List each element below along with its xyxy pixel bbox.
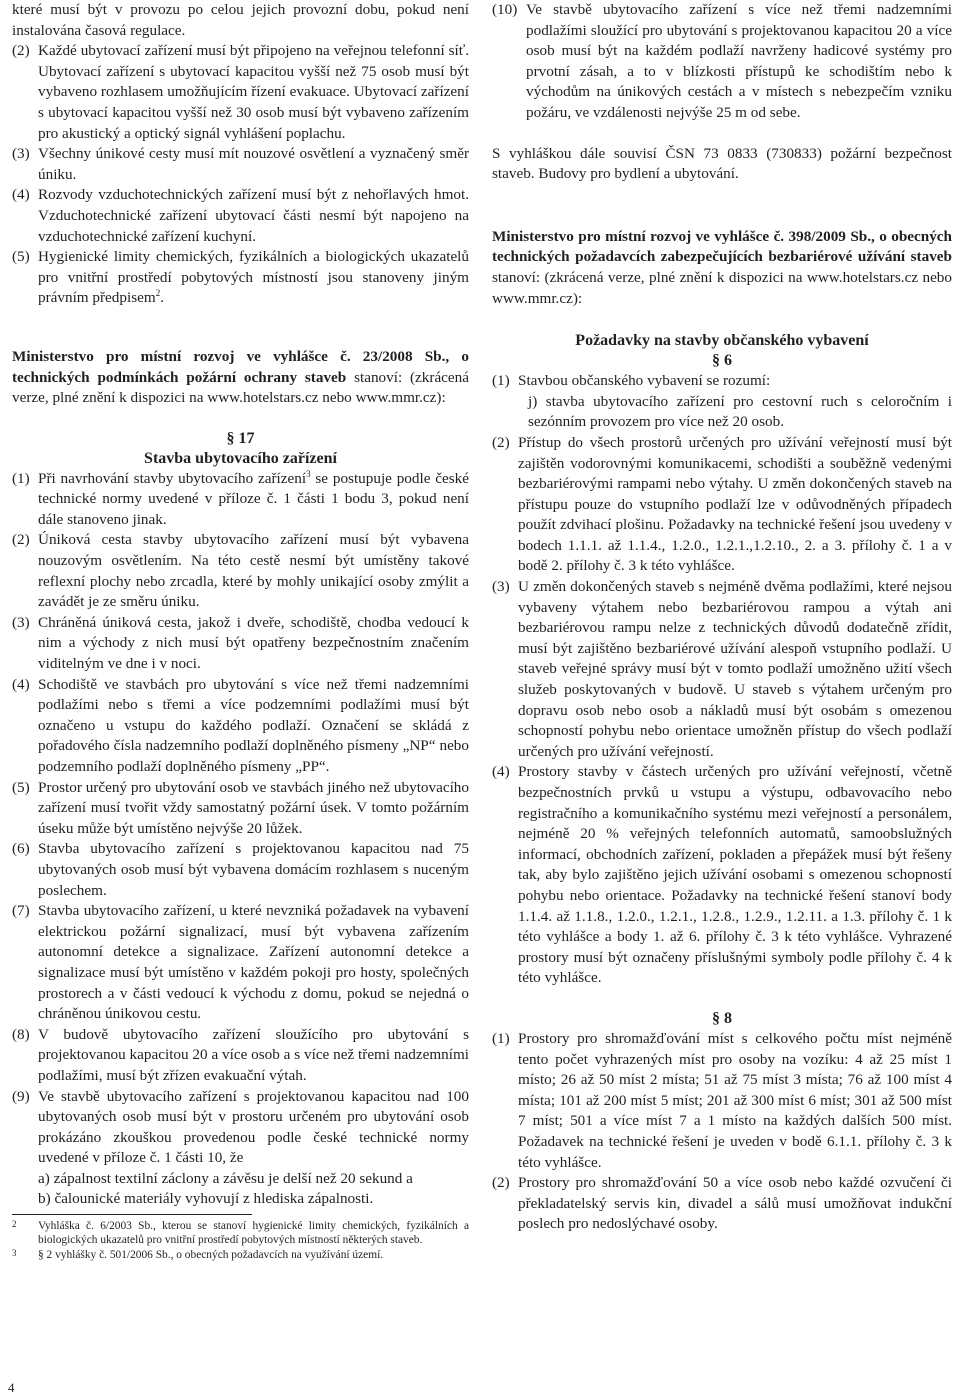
item-number: (6) xyxy=(12,840,30,858)
list-item xyxy=(12,185,469,247)
list-item xyxy=(12,144,469,185)
ministry-title: Ministerstvo pro místní rozvoj ve vyhlášce č. 398/2009 Sb., o obecných technických požadavcích zabezpečujících bezbariérové užívání staveb xyxy=(492,227,952,266)
footnote-text: Vyhláška č. 6/2003 Sb., kterou se stanoví hygienické limity chemických, fyzikálních a biologických ukazatelů pro vnitřní prostředí pobytových místností některých staveb. xyxy=(38,1220,469,1247)
list-item xyxy=(12,530,469,612)
footnote-text: § 2 vyhlášky č. 501/2006 Sb., o obecných požadavcích na využívání území. xyxy=(38,1248,384,1261)
right-column xyxy=(492,0,952,1235)
item-text: Při navrhování stavby ubytovacího zařízení xyxy=(38,469,307,487)
item-tail: . xyxy=(160,289,164,307)
item-number: (5) xyxy=(12,248,30,266)
list-item xyxy=(12,469,469,531)
section-number: § 17 xyxy=(226,429,255,447)
list-item xyxy=(492,762,952,989)
sub-item: a) zápalnost textilní záclony a závěsu je delší než 20 sekund a xyxy=(38,1169,413,1187)
list-item xyxy=(12,901,469,1025)
left-column xyxy=(12,0,469,1262)
item-text: V budově ubytovacího zařízení sloužícího pro ubytování s projektovanou kapacitou 20 a více osob a s více než třemi nadzemními podlažími, musí být zřízen evakuační výtah. xyxy=(38,1025,469,1084)
ministry-intro xyxy=(12,347,469,409)
item-tail: se postupuje podle české technické normy uvedené v příloze č. 1 části 1 bodu 3, pokud není dále stanoveno jinak. xyxy=(38,469,469,528)
list-item xyxy=(12,1025,469,1087)
item-text: Stavba ubytovacího zařízení s projektovanou kapacitou nad 75 ubytovaných osob musí být vybavena domácím rozhlasem s nuceným poslechem. xyxy=(38,840,469,899)
item-number: (2) xyxy=(492,433,510,451)
item-number: (9) xyxy=(12,1087,30,1105)
item-number: (10) xyxy=(492,1,518,18)
list-item xyxy=(12,778,469,840)
item-number: (4) xyxy=(492,763,510,781)
ministry-intro xyxy=(492,227,952,309)
list-item xyxy=(12,613,469,675)
csn-note: S vyhláškou dále souvisí ČSN 73 0833 (730833) požární bezpečnost staveb. Budovy pro bydlení a ubytování. xyxy=(492,144,952,183)
item-number: (8) xyxy=(12,1025,30,1043)
footnote-number: 3 xyxy=(12,1247,17,1258)
item-text: Stavba ubytovacího zařízení, u které nevzniká požadavek na vybavení elektrickou požární signalizací, musí být vybavena zařízením autonomní detekce a signalizace. Zařízení autonomní detekce a signalizace musí být umístěno v každém pokoji pro hosty, společných prostorech a v části vedoucí k východu z domu, pokud se nejedná o chráněnou únikovou cestu. xyxy=(38,902,469,1023)
item-text: Schodiště ve stavbách pro ubytování s více než třemi nadzemními podlažími nebo s třemi a více podzemními podlažími musí být označeno u vstupu do každého podlaží. Označení se skládá z pořadového čísla nadzemního podlaží doplněného písmeny „NP“ nebo podzemního podlaží doplněného písmeny „PP“. xyxy=(38,675,469,775)
footnote xyxy=(12,1248,469,1262)
section-title: Stavba ubytovacího zařízení xyxy=(144,449,337,467)
item-text-with-footnote xyxy=(38,247,469,309)
list-item xyxy=(492,1173,952,1235)
list-item xyxy=(492,1029,952,1173)
sub-item: b) čalounické materiály vyhovují z hlediska zápalnosti. xyxy=(38,1190,374,1208)
paragraph-text: které musí být v provozu po celou jejich provozní dobu, pokud není instalována časová regulace. xyxy=(12,1,469,39)
item-number: (4) xyxy=(12,186,30,204)
footnote xyxy=(12,1219,469,1248)
item-number: (1) xyxy=(492,372,510,390)
list-item xyxy=(12,675,469,778)
item-number: (3) xyxy=(12,613,30,631)
list-item xyxy=(12,1087,469,1169)
item-text: Prostory stavby v částech určených pro užívání veřejností, včetně bezpečnostních prvků u vstupu a výstupu, odbavovacího nebo registračního a komunikačního systému mezi veřejností a personálem, nejméně 20 % veřejných telefonních automatů, samoobslužných informací, obchodních zařízení, pokladen a přepážek musí být řešeny tak, aby bylo zajištěno jejich užívání osobami s omezenou schopností pohybu nebo orientace. Požadavky na technické řešení stanoví body 1.1.4. až 1.1.8., 1.2.0., 1.2.1., 1.2.8., 1.2.9., 1.2.11. a 1.3. přílohy č. 1 k této vyhlášce a body 1. až 6. přílohy č. 3 k této vyhlášce. Vyhrazené prostory musí být označeny příslušnými symboly podle přílohy č. 4 k této vyhlášce. xyxy=(518,763,952,987)
item-number: (4) xyxy=(12,675,30,693)
item-text: U změn dokončených staveb s nejméně dvěma podlažími, které nejsou vybaveny výtahem nebo bezbariérovou rampou a výtah ani bezbariérovou rampu nelze z technických důvodů dodatečně zřídit, musí být zajištěno bezbariérové užívání alespoň vstupního podlaží. U staveb veřejné správy musí být v tomto podlaží umožněno užití všech služeb poskytovaných v budově. U staveb s výtahem určeným pro dopravu osob nebo osob a nákladů musí být osobám s omezenou schopností pohybu nebo orientace umožněn přístup do všech podlaží určených pro užívání veřejností. xyxy=(518,578,952,760)
item-number: (3) xyxy=(492,578,510,596)
item-text: Prostor určený pro ubytování osob ve stavbách jiného než ubytovacího zařízení musí tvořit vždy samostatný požární úsek. V tomto požárním úseku může být umístěno nejvýše 20 lůžek. xyxy=(38,778,469,837)
section-number: § 8 xyxy=(712,1009,732,1027)
footnote-ref[interactable]: 2 xyxy=(155,288,161,299)
item-number: (3) xyxy=(12,145,30,163)
list-item xyxy=(492,371,952,392)
ministry-note: stanoví: (zkrácená verze, plné znění k dispozici na www.hotelstars.cz nebo www.mmr.cz): xyxy=(492,268,952,307)
section-number: § 6 xyxy=(712,352,732,370)
item-text: Rozvody vzduchotechnických zařízení musí být z nehořlavých hmot. Vzduchotechnické zařízení ubytovací části nesmí být napojeno na vzduchotechnické zařízení kuchyní. xyxy=(38,186,469,245)
list-item xyxy=(12,247,469,309)
list-item xyxy=(492,0,952,124)
item-number: (1) xyxy=(492,1029,510,1047)
item-number: (7) xyxy=(12,902,30,920)
item-text: Ve stavbě ubytovacího zařízení s více než třemi nadzemními podlažími sloužící pro ubytování s projektovanou kapacitou 20 a více osob musí být na každém podlaží navrženy hadicové systémy pro prvotní zásah, a to v blízkosti přístupů ke schodištím nebo k východům na únikových cestách a v místech s nebezpečím vzniku požáru, ve vzdálenosti nejvýše 25 m od sebe. xyxy=(526,1,952,121)
item-number: (2) xyxy=(12,531,30,549)
item-text: Všechny únikové cesty musí mít nouzové osvětlení a vyznačený směr úniku. xyxy=(38,145,469,183)
footnote-number: 2 xyxy=(12,1219,17,1230)
section-heading: Požadavky na stavby občanského vybavení xyxy=(575,332,869,350)
item-text: Hygienické limity chemických, fyzikálních a biologických ukazatelů pro vnitřní prostředí pobytových místností jsou stanoveny jiným právním předpisem xyxy=(38,248,469,307)
ministry-note: stanoví: (zkrácená verze, plné znění k dispozici na www.hotelstars.cz nebo www.mmr.cz): xyxy=(12,368,469,407)
page-number: 4 xyxy=(8,1380,15,1395)
item-text: Úniková cesta stavby ubytovacího zařízení musí být vybavena nouzovým osvětlením. Na této cestě nesmí být umístěny takové reflexní plochy nebo zrcadla, které by mohly unikající osoby zmýlit a zavádět je ze směru úniku. xyxy=(38,531,469,611)
item-text: Přístup do všech prostorů určených pro užívání veřejností musí být zajištěn vodorovnými komunikacemi, schodišti a souběžně vedenými bezbariérovými rampami nebo výtahy. U změn dokončených staveb na přístupu pouze do vstupního podlaží lze v odůvodněných případech použít zdvihací plošinu. Požadavky na technické řešení jsou uvedeny v bodech 1.1.1. až 1.1.4., 1.2.0., 1.2.1.,1.2.10., 2. a 3. přílohy č. 1 a v bodě 2. přílohy č. 3 k této vyhlášce. xyxy=(518,433,952,575)
list-item xyxy=(12,41,469,144)
item-number: (5) xyxy=(12,778,30,796)
item-text: Prostory pro shromažďování míst s celkového počtu míst nejméně tento počet vyhrazených míst pro osoby na vozíku: 4 až 25 míst 1 místo; 26 až 50 míst 2 místa; 51 až 75 míst 3 místa; 76 až 100 míst 4 místa; 101 až 200 míst 5 míst; 201 až 300 míst 6 míst; 301 až 500 míst 7 míst; 501 a více míst 7 a 1 místo na každých dalších 500 míst. Požadavek na technické řešení je uveden v bodě 6.1.1. přílohy č. 3 k této vyhlášce. xyxy=(518,1029,952,1171)
item-number: (2) xyxy=(12,42,30,60)
item-text-with-footnote xyxy=(38,469,469,531)
item-number: (1) xyxy=(12,469,30,487)
item-text: Chráněná úniková cesta, jakož i dveře, schodiště, chodba vedoucí k nim a východy z nich musí být opatřeny bezpečnostním značením viditelným ve dne i v noci. xyxy=(38,613,469,673)
list-item xyxy=(492,577,952,762)
list-item xyxy=(12,839,469,901)
footnote-ref[interactable]: 3 xyxy=(306,468,311,479)
item-number: (2) xyxy=(492,1174,510,1192)
list-item xyxy=(492,433,952,577)
paragraph-continuation xyxy=(12,0,469,41)
item-text: Stavbou občanského vybavení se rozumí: xyxy=(518,372,771,390)
item-text: Prostory pro shromažďování 50 a více osob nebo každé ozvučení či překladatelský servis kin, divadel a sálů musí umožňovat indukční poslech pro nedoslýchavé osoby. xyxy=(518,1174,952,1233)
item-text: Každé ubytovací zařízení musí být připojeno na veřejnou telefonní síť. Ubytovací zařízení s ubytovací kapacitou vyšší než 75 osob musí být vybaveno rozhlasem umožňujícím řízení evakuace. Ubytovací zařízení s ubytovací kapacitou vyšší než 30 osob musí být vybaveno zařízením pro akustický a optický signál vyhlášení poplachu. xyxy=(38,42,469,142)
ministry-title: Ministerstvo pro místní rozvoj ve vyhlášce č. 23/2008 Sb., o technických podmínkách požární ochrany staveb xyxy=(12,347,469,386)
item-text: Ve stavbě ubytovacího zařízení s projektovanou kapacitou nad 100 ubytovaných osob musí být v prostoru určeném pro ubytování osob prokázáno zkouškou provedenou podle české technické normy uvedené v příloze č. 1 části 10, že xyxy=(38,1087,469,1167)
sub-item: j) stavba ubytovacího zařízení pro cestovní ruch s celoročním i sezónním provozem pro více než 20 osob. xyxy=(528,392,952,431)
